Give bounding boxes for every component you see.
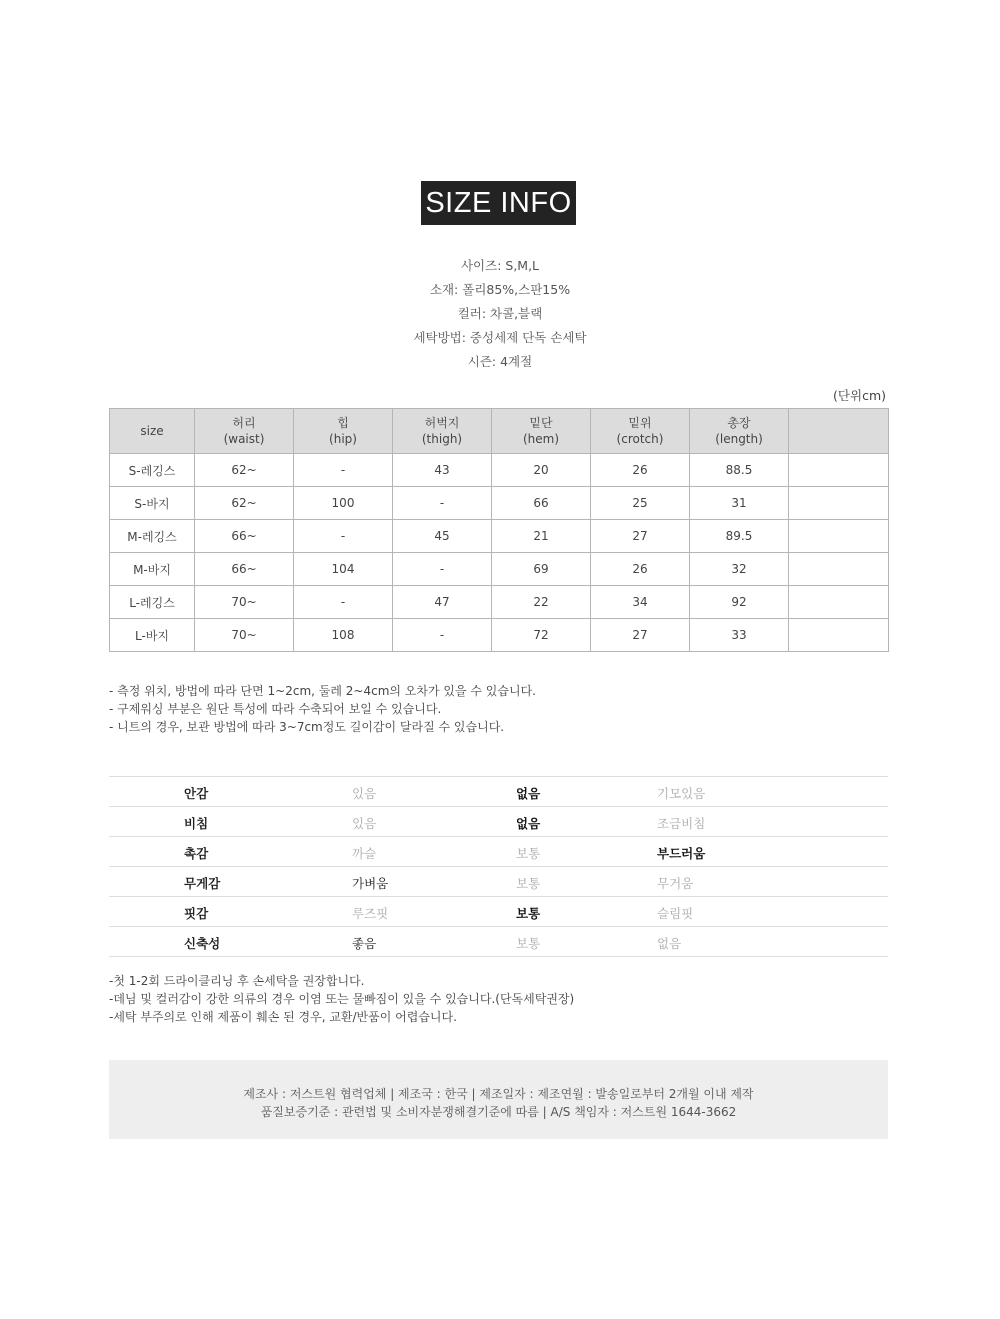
table-cell [789,487,889,520]
table-cell: 62~ [195,487,294,520]
feel-label: 비침 [184,816,209,831]
note-line: - 니트의 경우, 보관 방법에 따라 3~7cm정도 길이감이 달라질 수 있습니다. [109,720,505,734]
feel-option: 부드러움 [657,846,706,861]
table-cell: 43 [393,454,492,487]
table-row [110,487,889,520]
table-cell: 20 [492,454,591,487]
header-label: 밑위 [628,416,652,430]
table-cell: S-레깅스 [110,454,195,487]
header-label: size [140,424,164,438]
header-sublabel: (length) [715,432,763,446]
size-header-cell [195,409,294,454]
size-header-cell [393,409,492,454]
unit-label: (단위cm) [833,388,886,403]
wash-note-line: -첫 1-2회 드라이클리닝 후 손세탁을 권장합니다. [109,974,365,988]
table-cell [789,454,889,487]
footer-line-1: 제조사 : 저스트원 협력업체 | 제조국 : 한국 | 제조일자 : 제조연월 : 발송일로부터 2개월 이내 제작 [243,1087,754,1101]
feel-option: 조금비침 [657,816,706,831]
table-cell [789,520,889,553]
table-cell: L-레깅스 [110,586,195,619]
feel-label: 신축성 [184,936,221,951]
header-label: 허리 [232,416,256,430]
feel-label: 핏감 [184,906,209,921]
table-cell: 100 [294,487,393,520]
table-cell: 27 [591,520,690,553]
size-header-cell [492,409,591,454]
feel-row [109,926,888,957]
header-sublabel: (waist) [223,432,265,446]
header-sublabel: (thigh) [421,432,463,446]
feel-option: 없음 [657,936,682,951]
info-washing: 세탁방법: 중성세제 단독 손세탁 [413,330,587,345]
feel-option: 가벼움 [352,876,389,891]
washing-notes [109,972,574,1026]
table-cell: 25 [591,487,690,520]
feel-label: 안감 [184,786,209,801]
feel-option: 좋음 [352,936,377,951]
table-cell: 92 [690,586,789,619]
info-color: 컬러: 차콜,블랙 [457,306,543,321]
footer-line-2: 품질보증기준 : 관련법 및 소비자분쟁해결기준에 따름 | A/S 책임자 : 저스트원 1644-3662 [260,1105,737,1119]
table-cell: 32 [690,553,789,586]
table-row [110,619,889,652]
size-table [109,408,889,652]
feel-row [109,866,888,896]
table-cell: 34 [591,586,690,619]
table-cell: 26 [591,454,690,487]
table-cell: 47 [393,586,492,619]
header-label: 총장 [727,416,751,430]
feel-option: 없음 [516,816,541,831]
table-cell: - [294,454,393,487]
note-line: - 측정 위치, 방법에 따라 단면 1~2cm, 둘레 2~4cm의 오차가 있을 수 있습니다. [109,684,536,698]
feel-row [109,776,888,806]
table-cell: - [393,619,492,652]
table-cell [789,586,889,619]
table-cell: 66~ [195,520,294,553]
feel-option: 있음 [352,786,377,801]
size-header-cell [110,409,195,454]
fabric-feel-table [109,776,888,957]
info-size: 사이즈: S,M,L [460,258,540,273]
feel-row [109,896,888,926]
header-label: 힙 [337,416,349,430]
table-cell: - [393,487,492,520]
table-cell: 22 [492,586,591,619]
measurement-notes [109,682,536,736]
table-row [110,454,889,487]
table-cell: 70~ [195,586,294,619]
table-cell: - [294,586,393,619]
feel-option: 보통 [516,876,541,891]
table-cell [789,619,889,652]
table-cell: 88.5 [690,454,789,487]
feel-option: 까슬 [352,846,377,861]
header-sublabel: (hip) [329,432,357,446]
feel-option: 기모있음 [657,786,706,801]
table-row [110,586,889,619]
feel-option: 보통 [516,846,541,861]
feel-row [109,806,888,836]
feel-option: 없음 [516,786,541,801]
info-season: 시즌: 4계절 [467,354,533,369]
table-cell: 21 [492,520,591,553]
table-row [110,553,889,586]
header-label: 허벅지 [424,416,460,430]
table-cell: 27 [591,619,690,652]
table-cell: 66 [492,487,591,520]
size-header-cell [591,409,690,454]
feel-option: 보통 [516,936,541,951]
manufacturer-footer [109,1060,888,1139]
table-cell: 62~ [195,454,294,487]
table-cell: 104 [294,553,393,586]
table-cell: 66~ [195,553,294,586]
header-label: 밑단 [529,416,553,430]
table-cell: 45 [393,520,492,553]
wash-note-line: -데님 및 컬러감이 강한 의류의 경우 이염 또는 물빠짐이 있을 수 있습니다.(단독세탁권장) [109,992,575,1006]
table-cell: 69 [492,553,591,586]
table-cell: L-바지 [110,619,195,652]
table-cell: 26 [591,553,690,586]
feel-label: 촉감 [184,846,209,861]
feel-option: 있음 [352,816,377,831]
header-sublabel: (hem) [522,432,560,446]
table-cell: S-바지 [110,487,195,520]
product-info [0,254,1000,374]
size-header-cell [690,409,789,454]
table-cell: 31 [690,487,789,520]
table-cell: 33 [690,619,789,652]
table-cell [789,553,889,586]
table-cell: 89.5 [690,520,789,553]
feel-row [109,836,888,866]
table-cell: - [294,520,393,553]
feel-option: 보통 [516,906,541,921]
table-cell: - [393,553,492,586]
table-cell: 72 [492,619,591,652]
table-cell: M-바지 [110,553,195,586]
size-info-title: SIZE INFO [421,181,576,225]
info-material: 소재: 폴리85%,스판15% [429,282,571,297]
feel-option: 무거움 [657,876,694,891]
wash-note-line: -세탁 부주의로 인해 제품이 훼손 된 경우, 교환/반품이 어렵습니다. [109,1010,457,1024]
size-header-cell [789,409,889,454]
note-line: - 구제워싱 부분은 원단 특성에 따라 수축되어 보일 수 있습니다. [109,702,442,716]
size-header-cell [294,409,393,454]
table-cell: 108 [294,619,393,652]
feel-option: 슬림핏 [657,906,694,921]
feel-option: 루즈핏 [352,906,389,921]
table-cell: M-레깅스 [110,520,195,553]
feel-label: 무게감 [184,876,221,891]
table-cell: 70~ [195,619,294,652]
table-row [110,520,889,553]
header-sublabel: (crotch) [616,432,664,446]
